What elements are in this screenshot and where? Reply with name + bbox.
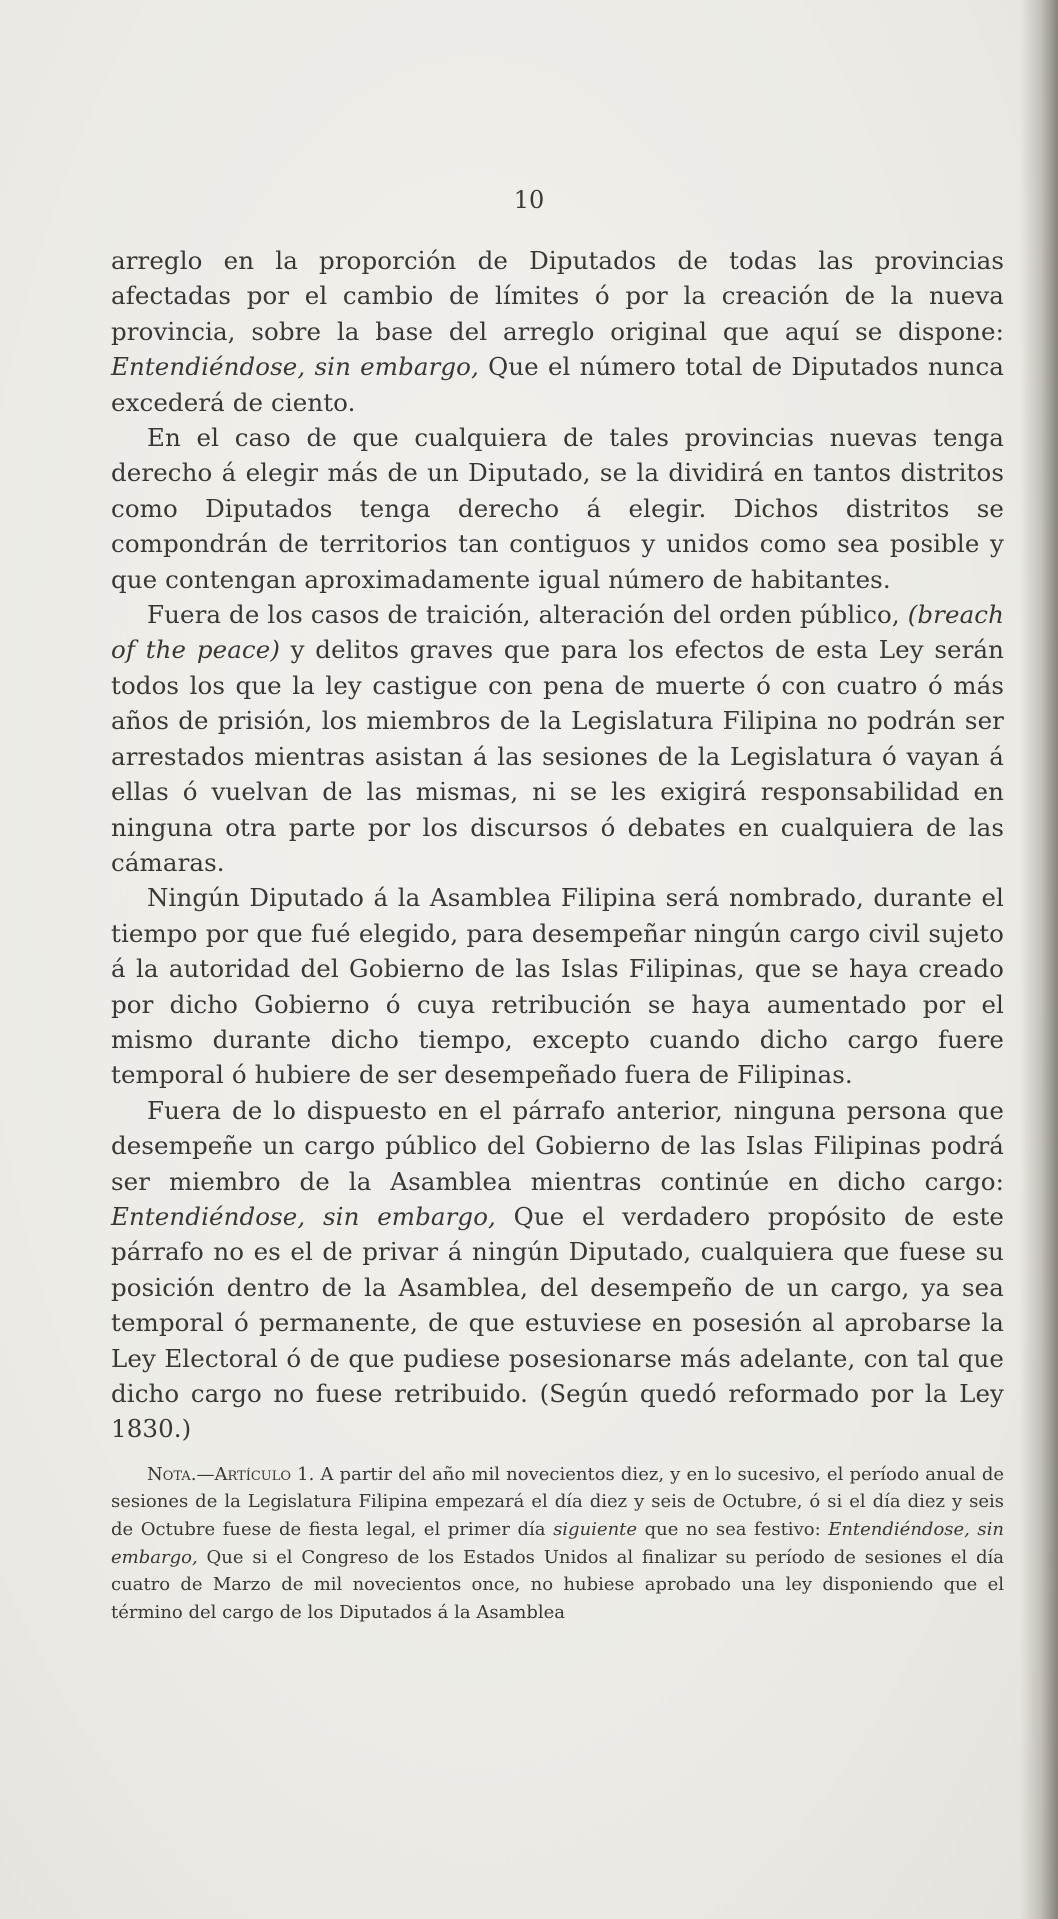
paragraph-1-run-2: Que el número total de Diputados nunca excederá de ciento. <box>111 352 1005 417</box>
paragraph-4-run-0: Ningún Diputado á la Asamblea Filipina será nombrado, durante el tiempo por que fué elegido, para desempeñar ningún cargo civil sujeto á la autoridad del Gobierno de las Islas Filipinas, que se haya creado por dicho Gobierno ó cuya retribución se haya aumentado por el mismo durante dicho tiempo, excepto cuando dicho cargo fuere temporal ó hubiere de ser desempeñado fuera de Filipinas. <box>111 883 1004 1090</box>
nota-run-2: que no sea festivo: <box>637 1519 829 1540</box>
page-number: 10 <box>513 186 545 214</box>
footnote-nota <box>111 1461 1004 1627</box>
paragraph-1-run-0: arreglo en la proporción de Diputados de todas las provincias afectadas por el cambio de límites ó por la creación de la nueva provincia, sobre la base del arreglo original que aquí se dispone: <box>111 246 1004 346</box>
nota-run-1: siguiente <box>553 1519 638 1540</box>
nota-run-0: A partir del año mil novecientos diez, y en lo sucesivo, el período anual de sesiones de la Legislatura Filipina empezará el día diez y seis de Octubre, ó si el día diez y seis de Octubre fuese de fiesta legal, el primer día <box>111 1463 1004 1540</box>
paragraph-5 <box>111 1093 1004 1447</box>
paragraph-1 <box>111 243 1004 420</box>
nota-label: Nota.—Artículo 1. <box>147 1463 315 1485</box>
paragraph-3-run-2: y delitos graves que para los efectos de esta Ley serán todos los que la ley castigue con pena de muerte ó con cuatro ó más años de prisión, los miembros de la Legislatura Filipina no podrán ser arrestados mientras asistan á las sesiones de la Legislatura ó vayan á ellas ó vuelvan de las mismas, ni se les exigirá responsabilidad en ninguna otra parte por los discursos ó debates en cualquiera de las cámaras. <box>111 635 1004 877</box>
paragraph-3-run-1: (breach of the peace) <box>111 600 1004 665</box>
paragraph-3-run-0: Fuera de los casos de traición, alteración del orden público, <box>147 600 908 630</box>
page-edge-shadow <box>1020 0 1058 1919</box>
paragraph-5-run-1: Entendiéndose, sin embargo, <box>111 1201 496 1231</box>
paragraph-1-run-1: Entendiéndose, sin embargo, <box>111 352 479 382</box>
paragraph-2 <box>111 420 1004 597</box>
paragraph-5-run-0: Fuera de lo dispuesto en el párrafo anterior, ninguna persona que desempeñe un cargo público del Gobierno de las Islas Filipinas podrá ser miembro de la Asamblea mientras continúe en dicho cargo: <box>111 1095 1004 1196</box>
nota-text <box>111 1464 1004 1623</box>
paragraph-5-run-2: Que el verdadero propósito de este párrafo no es el de privar á ningún Diputado, cualquiera que fuese su posición dentro de la Asamblea, del desempeño de un cargo, ya sea temporal ó permanente, de que estuviese en posesión al aprobarse la Ley Electoral ó de que pudiese posesionarse más adelante, con tal que dicho cargo no fuese retribuido. (Según quedó reformado por la Ley 1830.) <box>111 1201 1005 1444</box>
paragraph-4 <box>111 880 1004 1092</box>
body-text <box>111 243 1004 1644</box>
paragraph-3 <box>111 597 1004 880</box>
nota-run-3: Entendiéndose, sin embargo, <box>111 1519 1005 1568</box>
nota-run-4: Que si el Congreso de los Estados Unidos al finalizar su período de sesiones el día cuatro de Marzo de mil novecientos once, no hubiese aprobado una ley disponiendo que el término del cargo de los Diputados á la Asamblea <box>111 1546 1004 1623</box>
paragraph-2-run-0: En el caso de que cualquiera de tales provincias nuevas tenga derecho á elegir más de un Diputado, se la dividirá en tantos distritos como Diputados tenga derecho á elegir. Dichos distritos se compondrán de territorios tan contiguos y unidos como sea posible y que contengan aproximadamente igual número de habitantes. <box>111 423 1004 594</box>
